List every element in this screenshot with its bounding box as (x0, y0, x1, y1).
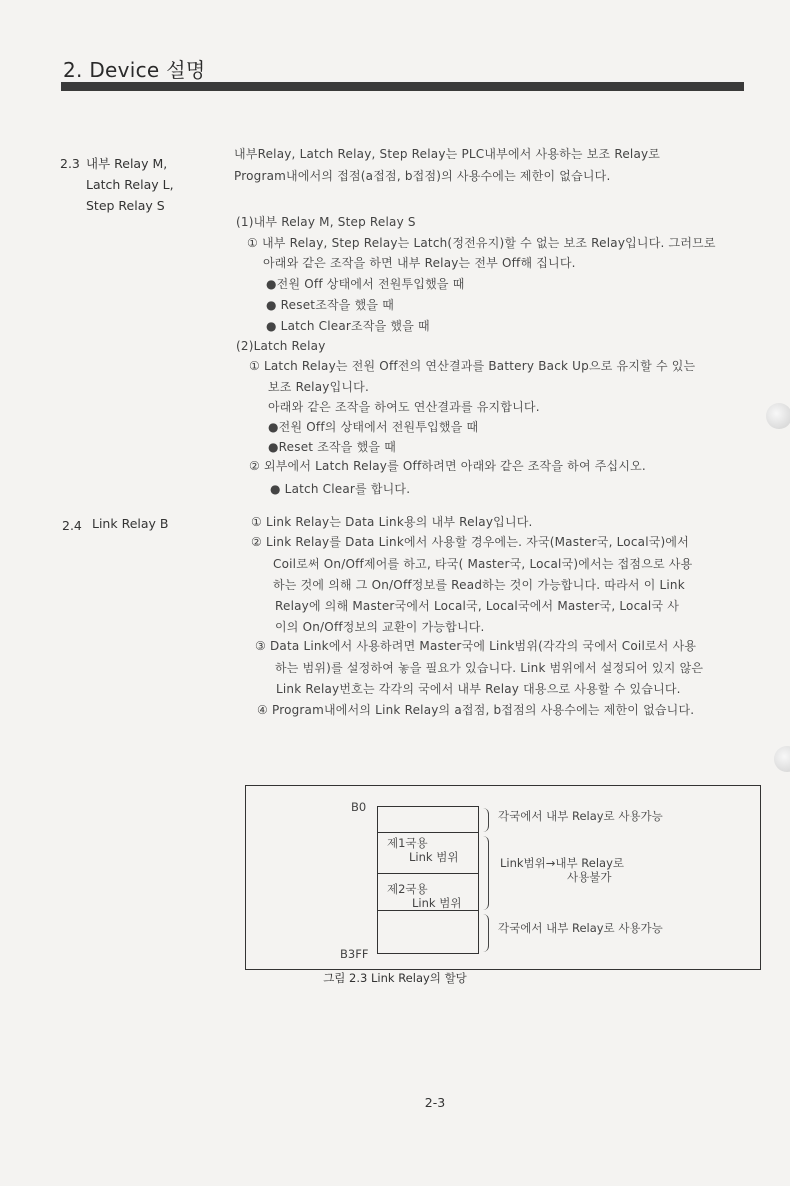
bullet-item: ●Reset 조작을 했을 때 (268, 440, 396, 454)
section-title (86, 153, 174, 216)
intro-line: 내부Relay, Latch Relay, Step Relay는 PLC내부에서 사용하는 보조 Relay로 (234, 147, 661, 161)
section-title-line: Step Relay S (86, 198, 165, 213)
bullet-item: ● Latch Clear를 합니다. (270, 482, 411, 496)
memory-map-block (377, 806, 479, 954)
paragraph-line: 하는 것에 의해 그 On/Off정보를 Read하는 것이 가능합니다. 따라서 이 Link (273, 578, 685, 592)
bullet-item: ●전원 Off의 상태에서 전원투입했을 때 (268, 420, 479, 434)
station2-label: 제2국용 (387, 882, 428, 896)
figure-caption: 그림 2.3 Link Relay의 할당 (323, 971, 467, 985)
bullet-item: ● Reset조작을 했을 때 (266, 298, 394, 312)
paragraph-line: Coil로써 On/Off제어를 하고, 타국( Master국, Local국)에서는 접점으로 사용 (273, 557, 693, 571)
paragraph-line: 하는 범위)를 설정하여 놓을 필요가 있습니다. Link 범위에서 설정되어 있지 않은 (275, 661, 704, 675)
memory-map-divider (377, 832, 479, 833)
paragraph-line: 보조 Relay입니다. (268, 380, 369, 394)
chapter-title: 2. Device 설명 (63, 58, 206, 82)
bullet-item: ● Latch Clear조작을 했을 때 (266, 319, 430, 333)
section-number: 2.3 (60, 156, 80, 171)
address-label-end: B3FF (340, 947, 369, 961)
subsection-heading: (1)내부 Relay M, Step Relay S (236, 215, 416, 229)
paragraph-line: ④ Program내에서의 Link Relay의 a접점, b접점의 사용수에는 제한이 없습니다. (257, 703, 695, 717)
paragraph-line: 이의 On/Off정보의 교환이 가능합니다. (275, 620, 485, 634)
binder-hole-bottom (774, 746, 790, 772)
paragraph-line: 아래와 같은 조작을 하여도 연산결과를 유지합니다. (268, 400, 540, 414)
brace-top (482, 808, 489, 832)
paragraph-line: ② 외부에서 Latch Relay를 Off하려면 아래와 같은 조작을 하여 주십시오. (249, 459, 646, 473)
subsection-heading: (2)Latch Relay (236, 339, 326, 353)
section-title-line: Latch Relay L, (86, 177, 174, 192)
station1-range: Link 범위 (409, 850, 459, 864)
paragraph-line: Link Relay번호는 각각의 국에서 내부 Relay 대용으로 사용할 수 있습니다. (276, 682, 681, 696)
section-title-line: 내부 Relay M, (86, 156, 168, 171)
paragraph-line: ① Link Relay는 Data Link용의 내부 Relay입니다. (251, 515, 533, 529)
section-number: 2.4 (62, 518, 82, 533)
note-middle-line1: Link범위→내부 Relay로 (500, 856, 624, 870)
paragraph-line: ③ Data Link에서 사용하려면 Master국에 Link범위(각각의 국에서 Coil로서 사용 (255, 639, 697, 653)
brace-bottom (482, 914, 489, 952)
bullet-item: ●전원 Off 상태에서 전원투입했을 때 (266, 277, 465, 291)
paragraph-line: ② Link Relay를 Data Link에서 사용할 경우에는. 자국(Master국, Local국)에서 (251, 535, 689, 549)
section-title: Link Relay B (92, 516, 169, 531)
intro-line: Program내에서의 접점(a접점, b접점)의 사용수에는 제한이 없습니다. (234, 169, 611, 183)
station2-range: Link 범위 (412, 896, 462, 910)
address-label-start: B0 (351, 800, 367, 814)
note-middle-line2: 사용불가 (567, 870, 612, 884)
paragraph-line: ① Latch Relay는 전원 Off전의 연산결과를 Battery Back Up으로 유지할 수 있는 (249, 359, 696, 373)
chapter-rule (61, 82, 744, 91)
note-bottom: 각국에서 내부 Relay로 사용가능 (498, 921, 663, 935)
paragraph-line: Relay에 의해 Master국에서 Local국, Local국에서 Master국, Local국 사 (275, 599, 680, 613)
station1-label: 제1국용 (387, 836, 428, 850)
memory-map-divider (377, 873, 479, 874)
brace-middle (482, 836, 489, 910)
page-number: 2-3 (424, 1095, 446, 1110)
paragraph-line: ① 내부 Relay, Step Relay는 Latch(정전유지)할 수 없는 보조 Relay입니다. 그러므로 (247, 236, 716, 250)
binder-hole-top (766, 403, 790, 429)
note-top: 각국에서 내부 Relay로 사용가능 (498, 809, 663, 823)
paragraph-line: 아래와 같은 조작을 하면 내부 Relay는 전부 Off해 집니다. (263, 256, 576, 270)
